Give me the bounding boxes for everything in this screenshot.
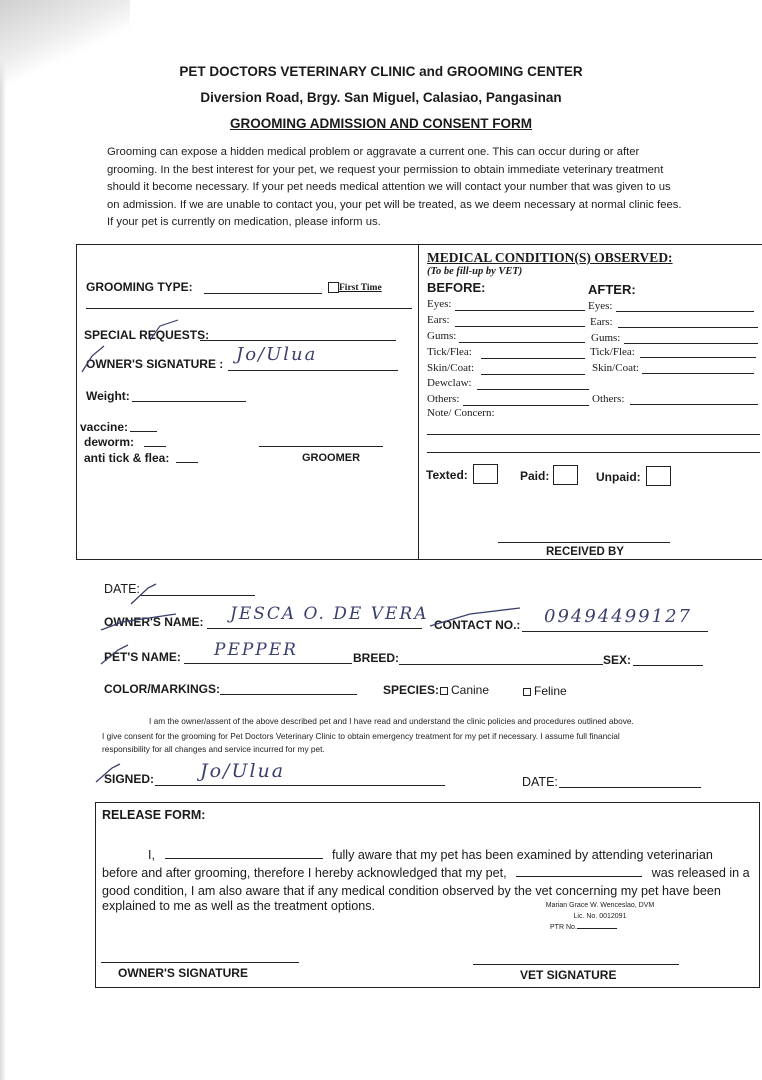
feline-label: Feline [534,684,567,698]
release-owner-signature-line[interactable] [101,962,299,963]
vaccine-label: vaccine: [80,420,129,434]
grooming-type-label: GROOMING TYPE: [86,280,193,294]
before-skincoat-label: Skin/Coat: [427,362,475,374]
before-dewclaw-label: Dewclaw: [427,377,472,389]
intro-line: should it become necessary. If your pet needs medical attention we will contact your number that was given to us [107,181,671,194]
contact-label: CONTACT NO.: [434,618,521,632]
after-tickflea-label: Tick/Flea: [590,346,635,358]
sex-label: SEX: [603,653,632,667]
release-owner-signature-label: OWNER'S SIGNATURE [118,966,248,980]
before-ears-label: Ears: [427,314,450,326]
owner-signature-label: OWNER'S SIGNATURE : [86,357,224,371]
release-text: was released in a [651,866,750,880]
clinic-address: Diversion Road, Brgy. San Miguel, Calasiao, Pangasinan [200,90,562,105]
special-requests-label: SPECIAL REQUESTS: [84,328,210,342]
release-text: fully aware that my pet has been examined by attending veterinarian [332,848,713,862]
vet-signature-line[interactable] [473,964,679,965]
before-gums-label: Gums: [427,330,457,342]
note-concern-label: Note/ Concern: [427,407,495,419]
release-line-1 [102,846,713,865]
medical-subtitle: (To be fill-up by VET) [427,266,523,277]
before-eyes-label: Eyes: [427,298,452,310]
vet-signature-label: VET SIGNATURE [520,968,617,982]
canine-label: Canine [451,683,490,697]
signed-label: SIGNED: [104,772,155,786]
check-mark [101,645,128,664]
after-eyes-label: Eyes: [588,300,613,312]
check-mark [430,608,520,626]
release-text: before and after grooming, therefore I hereby acknowledged that my pet, [102,866,507,880]
vet-stamp [530,900,670,933]
consent-line-3: responsibility for all changes and service incurred for my pet. [102,744,325,754]
release-line-4: explained to me as well as the treatment options. [102,899,376,913]
consent-date-label: DATE: [522,775,558,789]
groomer-label: GROOMER [302,452,361,464]
intro-line: If your pet is currently on medication, please inform us. [107,216,381,229]
anti-tick-label: anti tick & flea: [84,451,170,465]
after-gums-label: Gums: [591,332,621,344]
check-mark [131,584,156,604]
texted-label: Texted: [426,468,468,482]
date-label: DATE: [104,582,140,596]
form-title: GROOMING ADMISSION AND CONSENT FORM [230,116,532,131]
check-mark [101,614,176,630]
release-line-3: good condition, I am also aware that if any medical condition observed by the vet concerning my pet have been [102,884,721,898]
release-i: I, [148,848,155,862]
owner-name-value: JESCA O. DE VERA [230,604,429,624]
deworm-label: deworm: [84,435,135,449]
intro-line: grooming. In the best interest for your pet, we request your permission to obtain immediate veterinary treatment [107,163,664,176]
color-markings-label: COLOR/MARKINGS: [104,682,220,696]
release-line-2 [102,864,750,883]
stamp-name: Marian Grace W. Wenceslao, DVM [545,902,655,909]
check-mark [150,320,178,340]
intro-line: on admission. If we are unable to contact you, your pet will be treated, as we deem necessary at normal clinic fees. [107,198,682,211]
check-mark [96,764,120,782]
check-mark [82,346,104,372]
after-skincoat-label: Skin/Coat: [592,362,640,374]
paid-label: Paid: [520,469,550,483]
owner-name-label: OWNER'S NAME: [104,615,204,629]
weight-label: Weight: [86,389,130,403]
after-ears-label: Ears: [590,316,613,328]
pet-name-label: PET'S NAME: [104,650,181,664]
first-time-label: First Time [339,283,382,293]
intro-line: Grooming can expose a hidden medical problem or aggravate a current one. This can occur during or after [107,146,640,158]
after-others-label: Others: [592,393,625,405]
release-title: RELEASE FORM: [102,808,206,822]
release-pet-field[interactable] [516,876,642,877]
stamp-license: Lic. No. 0012091 [573,913,627,920]
release-name-field[interactable] [165,858,323,859]
received-by-label: RECEIVED BY [546,546,624,558]
pet-name-value: PEPPER [214,640,298,660]
species-label: SPECIES: [383,683,440,697]
consent-line-1: I am the owner/assent of the above described pet and I have read and understand the clinic policies and procedures outlined above. [149,716,634,726]
before-tickflea-label: Tick/Flea: [427,346,472,358]
signed-signature: Jo/Ulua [200,760,286,782]
owner-signature-value: Jo/Ulua [236,344,318,365]
contact-value: 09494499127 [544,606,692,627]
unpaid-label: Unpaid: [596,470,641,484]
medical-title: MEDICAL CONDITION(S) OBSERVED: [427,250,673,265]
before-others-label: Others: [427,393,460,405]
clinic-name: PET DOCTORS VETERINARY CLINIC and GROOMING CENTER [179,64,583,79]
consent-line-2: I give consent for the grooming for Pet Doctors Veterinary Clinic to obtain emergency treatment for my pet if necessary. I assume full financial [102,731,620,741]
after-label: AFTER: [588,282,636,297]
breed-label: BREED: [353,651,400,665]
before-label: BEFORE: [427,280,486,295]
stamp-ptr: PTR No. [530,922,670,933]
